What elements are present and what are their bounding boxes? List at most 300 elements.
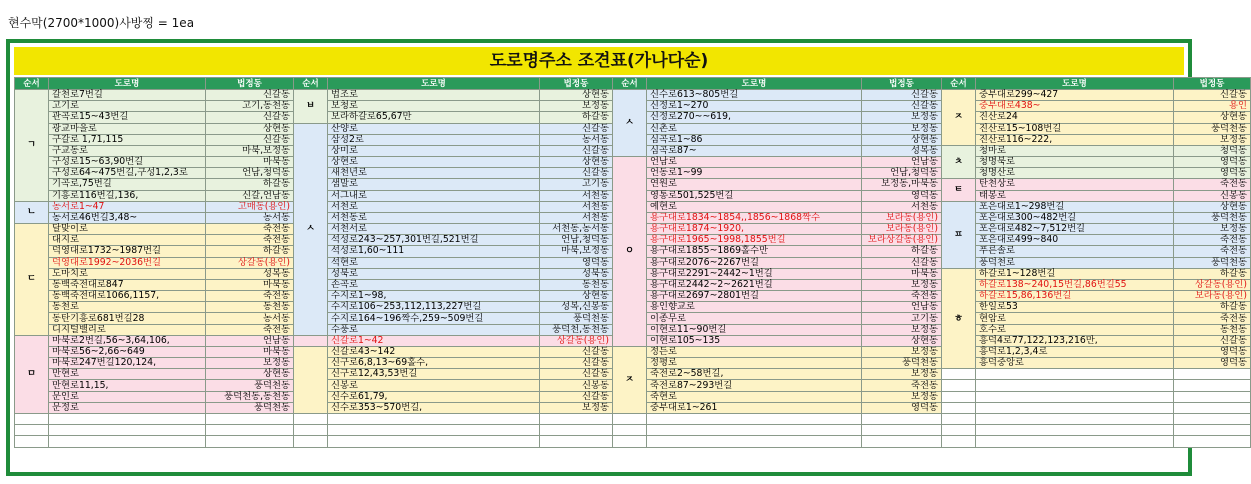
road-name: 마북로247번길120,124, — [49, 358, 206, 369]
initial-consonant: ㄷ — [15, 224, 49, 336]
road-name: 석성로1,60~111 — [328, 246, 540, 257]
road-name: 서천동로 — [328, 212, 540, 223]
road-name: 삼성2로 — [328, 134, 540, 145]
road-name: 신갈로1~42 — [328, 335, 540, 346]
empty-cell — [976, 391, 1174, 402]
legal-dong: 보정동 — [206, 358, 294, 369]
road-name: 석성로243~257,301번길,521번길 — [328, 235, 540, 246]
road-name: 용구대로2442~2~2621번길 — [647, 279, 862, 290]
road-name: 동탄기흥로681번길28 — [49, 313, 206, 324]
header-dong: 법정동 — [206, 78, 294, 90]
legal-dong: 보정동 — [862, 369, 942, 380]
legal-dong: 보정동 — [862, 324, 942, 335]
address-table — [14, 77, 1251, 448]
legal-dong: 신갈동 — [206, 134, 294, 145]
empty-cell — [15, 436, 49, 447]
header-order: 순서 — [942, 78, 976, 90]
road-name: 심곡로87~ — [647, 145, 862, 156]
legal-dong: 죽전동 — [206, 235, 294, 246]
legal-dong: 풍덕천동 — [540, 313, 613, 324]
road-name: 흥덕4로77,122,123,216만, — [976, 335, 1174, 346]
legal-dong: 죽전동 — [1174, 313, 1251, 324]
empty-cell — [1174, 402, 1251, 413]
road-name: 흥덕중앙로 — [976, 358, 1174, 369]
road-name: 푸른솔로 — [976, 246, 1174, 257]
table-row — [15, 90, 1251, 101]
initial-consonant: ㅈ — [942, 90, 976, 146]
initial-consonant: ㅍ — [942, 201, 976, 268]
road-name: 상현로 — [328, 157, 540, 168]
legal-dong: 풍덕천동 — [862, 358, 942, 369]
road-name: 하갈로138~240,15번길,86번길55 — [976, 279, 1174, 290]
road-name: 용구대로1965~1998,1855번길 — [647, 235, 862, 246]
empty-cell — [613, 436, 647, 447]
legal-dong: 언남동 — [206, 335, 294, 346]
legal-dong: 하갈동 — [862, 246, 942, 257]
initial-consonant: ㅇ — [613, 157, 647, 347]
road-name: 만현로 — [49, 369, 206, 380]
empty-cell — [328, 413, 540, 424]
road-name: 법조로 — [328, 90, 540, 101]
road-name: 한일로53 — [976, 302, 1174, 313]
road-name: 언남로 — [647, 157, 862, 168]
empty-cell — [206, 413, 294, 424]
empty-cell — [976, 380, 1174, 391]
empty-cell — [1174, 380, 1251, 391]
empty-cell — [942, 425, 976, 436]
legal-dong: 신봉동 — [540, 380, 613, 391]
road-name: 디지털밸리로 — [49, 324, 206, 335]
road-name: 신정로270~~619, — [647, 112, 862, 123]
legal-dong: 영덕동 — [862, 190, 942, 201]
empty-cell — [862, 436, 942, 447]
legal-dong: 보정동 — [540, 101, 613, 112]
legal-dong: 동천동 — [1174, 324, 1251, 335]
empty-cell — [294, 436, 328, 447]
table-row — [15, 157, 1251, 168]
road-name: 진산로116~222, — [976, 134, 1174, 145]
road-name: 구성로64~475번길,구성1,2,3로 — [49, 168, 206, 179]
header-order: 순서 — [613, 78, 647, 90]
legal-dong: 영덕동 — [1174, 358, 1251, 369]
initial-consonant: ㄱ — [15, 90, 49, 202]
road-name: 덕영대로1992~2036번길 — [49, 257, 206, 268]
road-name: 하갈로1~128번길 — [976, 268, 1174, 279]
legal-dong: 하갈동 — [206, 246, 294, 257]
empty-cell — [976, 413, 1174, 424]
legal-dong: 죽전동 — [206, 224, 294, 235]
legal-dong: 신갈동 — [540, 391, 613, 402]
legal-dong: 하갈동 — [1174, 268, 1251, 279]
legal-dong: 청덕동 — [1174, 145, 1251, 156]
road-name: 현암로 — [976, 313, 1174, 324]
road-name: 연원로 — [647, 179, 862, 190]
road-name: 광교마을로 — [49, 123, 206, 134]
road-name: 산양로 — [328, 123, 540, 134]
empty-cell — [1174, 413, 1251, 424]
initial-consonant: ㅅ — [294, 123, 328, 335]
legal-dong: 하갈동 — [540, 112, 613, 123]
road-name: 용인향교로 — [647, 302, 862, 313]
road-name: 도마치로 — [49, 268, 206, 279]
legal-dong: 용인 — [1174, 101, 1251, 112]
legal-dong: 신갈,언남동 — [206, 190, 294, 201]
empty-cell — [1174, 425, 1251, 436]
legal-dong: 언남,청덕동 — [206, 168, 294, 179]
road-name: 흥덕로1,2,3,4로 — [976, 346, 1174, 357]
legal-dong: 하갈동 — [1174, 302, 1251, 313]
legal-dong: 풍덕천동 — [1174, 212, 1251, 223]
road-name: 만현로11,15, — [49, 380, 206, 391]
road-name: 하갈로15,86,136번길 — [976, 291, 1174, 302]
legal-dong: 보정동 — [862, 123, 942, 134]
road-name: 중부대로438~ — [976, 101, 1174, 112]
road-name: 포은대로300~482번길 — [976, 212, 1174, 223]
legal-dong: 풍덕천,동천동 — [540, 324, 613, 335]
empty-cell — [942, 436, 976, 447]
legal-dong: 풍덕천동 — [206, 402, 294, 413]
road-name: 이종무로 — [647, 313, 862, 324]
road-name: 구성로15~63,90번길 — [49, 157, 206, 168]
legal-dong: 보정동 — [862, 346, 942, 357]
road-name: 청명북로 — [976, 157, 1174, 168]
road-name: 덕영대로1732~1987번길 — [49, 246, 206, 257]
legal-dong: 보정동 — [862, 112, 942, 123]
legal-dong: 신갈동 — [540, 358, 613, 369]
empty-cell — [976, 425, 1174, 436]
road-name: 수지로106~253,112,113,227번길 — [328, 302, 540, 313]
initial-consonant: ㅁ — [15, 335, 49, 413]
road-name: 포은대로482~7,512번길 — [976, 224, 1174, 235]
empty-cell — [1174, 369, 1251, 380]
empty-cell — [206, 436, 294, 447]
road-name: 서그내로 — [328, 190, 540, 201]
empty-cell — [647, 413, 862, 424]
legal-dong: 신갈동 — [862, 257, 942, 268]
legal-dong: 풍덕천동 — [206, 380, 294, 391]
legal-dong: 풍덕천동 — [1174, 123, 1251, 134]
empty-cell — [976, 369, 1174, 380]
legal-dong: 서천동 — [862, 201, 942, 212]
legal-dong: 언남동 — [862, 157, 942, 168]
empty-cell — [540, 425, 613, 436]
road-name: 고기로 — [49, 101, 206, 112]
legal-dong: 농서동 — [206, 212, 294, 223]
road-name: 이현로105~135 — [647, 335, 862, 346]
legal-dong: 마북,보정동 — [206, 145, 294, 156]
legal-dong: 성북동 — [540, 268, 613, 279]
header-order: 순서 — [294, 78, 328, 90]
legal-dong: 죽전동 — [206, 291, 294, 302]
header-road: 도로명 — [49, 78, 206, 90]
empty-cell — [49, 413, 206, 424]
empty-cell — [540, 413, 613, 424]
empty-cell — [49, 436, 206, 447]
road-name: 탄천상로 — [976, 179, 1174, 190]
legal-dong: 영덕동 — [862, 402, 942, 413]
initial-consonant: ㅂ — [294, 90, 328, 124]
address-board — [6, 39, 1247, 476]
legal-dong: 보라상갈동(용인) — [862, 235, 942, 246]
legal-dong: 보정동,마북동 — [862, 179, 942, 190]
header-road: 도로명 — [647, 78, 862, 90]
road-name: 기흥로116번길,136, — [49, 190, 206, 201]
road-name: 영통로501,525번길 — [647, 190, 862, 201]
road-name: 언동로1~99 — [647, 168, 862, 179]
legal-dong: 서천동 — [540, 190, 613, 201]
header-dong: 법정동 — [540, 78, 613, 90]
legal-dong: 신갈동 — [206, 112, 294, 123]
empty-cell — [942, 391, 976, 402]
empty-cell — [942, 380, 976, 391]
legal-dong: 죽전동 — [206, 324, 294, 335]
legal-dong: 상현동 — [206, 123, 294, 134]
legal-dong: 상현동 — [1174, 201, 1251, 212]
legal-dong: 신갈동 — [862, 90, 942, 101]
road-name: 신수로613~805번길 — [647, 90, 862, 101]
road-name: 신갈로43~142 — [328, 346, 540, 357]
road-name: 샘말로 — [328, 179, 540, 190]
empty-cell — [862, 425, 942, 436]
road-name: 용구대로2697~2801번길 — [647, 291, 862, 302]
header-road: 도로명 — [976, 78, 1174, 90]
legal-dong: 고기동 — [862, 313, 942, 324]
road-name: 예현로 — [647, 201, 862, 212]
legal-dong: 신갈동 — [540, 346, 613, 357]
legal-dong: 죽전동 — [862, 291, 942, 302]
legal-dong: 상현동 — [540, 90, 613, 101]
legal-dong: 하갈동 — [206, 179, 294, 190]
road-name: 마북로56~2,66~649 — [49, 346, 206, 357]
legal-dong: 서천동,농서동 — [540, 224, 613, 235]
road-name: 죽현로 — [647, 391, 862, 402]
empty-cell — [540, 436, 613, 447]
legal-dong: 농서동 — [206, 313, 294, 324]
road-name: 동천로 — [49, 302, 206, 313]
legal-dong: 영덕동 — [1174, 168, 1251, 179]
road-name: 보라하갈로65,67만 — [328, 112, 540, 123]
road-name: 갈천로7번길 — [49, 90, 206, 101]
legal-dong: 신봉동 — [1174, 190, 1251, 201]
legal-dong: 마북,보정동 — [540, 246, 613, 257]
table-row — [15, 436, 1251, 447]
legal-dong: 신갈동 — [862, 101, 942, 112]
initial-consonant — [294, 335, 328, 346]
road-name: 진산로15~108번길 — [976, 123, 1174, 134]
road-name: 죽전로2~58번길, — [647, 369, 862, 380]
road-name: 새천년로 — [328, 168, 540, 179]
empty-cell — [647, 425, 862, 436]
legal-dong: 서천동 — [540, 212, 613, 223]
legal-dong: 상현동 — [206, 369, 294, 380]
initial-consonant: ㄴ — [15, 201, 49, 223]
road-name: 석현로 — [328, 257, 540, 268]
road-name: 신수로61,79, — [328, 391, 540, 402]
road-name: 수풍로 — [328, 324, 540, 335]
legal-dong: 서천동 — [540, 201, 613, 212]
table-row — [15, 346, 1251, 357]
legal-dong: 보정동 — [540, 402, 613, 413]
legal-dong: 언남,청덕동 — [540, 235, 613, 246]
road-name: 보청로 — [328, 101, 540, 112]
legal-dong: 죽전동 — [1174, 179, 1251, 190]
road-name: 성북로 — [328, 268, 540, 279]
road-name: 용구대로2291~2442~1번길 — [647, 268, 862, 279]
road-name: 신수로353~570번길, — [328, 402, 540, 413]
legal-dong: 마북동 — [206, 279, 294, 290]
road-name: 죽전로87~293번길 — [647, 380, 862, 391]
legal-dong: 죽전동 — [1174, 235, 1251, 246]
initial-consonant — [294, 346, 328, 413]
header-dong: 법정동 — [1174, 78, 1251, 90]
empty-cell — [942, 413, 976, 424]
road-name: 신구로6,8,13~69홀수, — [328, 358, 540, 369]
road-name: 청마로 — [976, 145, 1174, 156]
empty-cell — [1174, 436, 1251, 447]
legal-dong: 마북동 — [206, 157, 294, 168]
empty-cell — [294, 425, 328, 436]
road-name: 대지로 — [49, 235, 206, 246]
road-name: 용구대로1874~1920, — [647, 224, 862, 235]
road-name: 문정로 — [49, 402, 206, 413]
legal-dong: 마북동 — [862, 268, 942, 279]
empty-cell — [976, 436, 1174, 447]
road-name: 신정로1~270 — [647, 101, 862, 112]
initial-consonant: ㅈ — [613, 346, 647, 413]
legal-dong: 영덕동 — [1174, 346, 1251, 357]
road-name: 진산로24 — [976, 112, 1174, 123]
legal-dong: 신갈동 — [1174, 90, 1251, 101]
header-row — [15, 78, 1251, 90]
road-name: 정든로 — [647, 346, 862, 357]
header-order: 순서 — [15, 78, 49, 90]
legal-dong: 신갈동 — [540, 369, 613, 380]
empty-cell — [15, 425, 49, 436]
road-name: 포은대로1~298번길 — [976, 201, 1174, 212]
road-name: 문인로 — [49, 391, 206, 402]
road-name: 태봉로 — [976, 190, 1174, 201]
legal-dong: 보라동(용인) — [862, 212, 942, 223]
initial-consonant: ㅅ — [613, 90, 647, 157]
legal-dong: 상현동 — [862, 335, 942, 346]
legal-dong: 상현동 — [862, 134, 942, 145]
header-road: 도로명 — [328, 78, 540, 90]
road-name: 용구대로2076~2267번길 — [647, 257, 862, 268]
road-name: 포은대로499~840 — [976, 235, 1174, 246]
road-name: 청명산로 — [976, 168, 1174, 179]
road-name: 이현로11~90번길 — [647, 324, 862, 335]
legal-dong: 상갈동(용인) — [1174, 279, 1251, 290]
legal-dong: 풍덕천동,동천동 — [206, 391, 294, 402]
board-title: 도로명주소 조견표(가나다순) — [14, 47, 1184, 75]
empty-cell — [647, 436, 862, 447]
initial-consonant: ㅊ — [942, 145, 976, 179]
legal-dong: 상현동 — [540, 157, 613, 168]
legal-dong: 성복동 — [862, 145, 942, 156]
empty-cell — [294, 413, 328, 424]
legal-dong: 신갈동 — [1174, 335, 1251, 346]
empty-cell — [976, 402, 1174, 413]
legal-dong: 고기,동천동 — [206, 101, 294, 112]
legal-dong: 보정동 — [862, 279, 942, 290]
empty-cell — [1174, 391, 1251, 402]
road-name: 농서로46번길3,48~ — [49, 212, 206, 223]
empty-cell — [942, 369, 976, 380]
table-row — [15, 425, 1251, 436]
legal-dong: 상갈동(용인) — [206, 257, 294, 268]
initial-consonant: ㅎ — [942, 268, 976, 369]
empty-cell — [206, 425, 294, 436]
legal-dong: 언남,청덕동 — [862, 168, 942, 179]
empty-cell — [49, 425, 206, 436]
legal-dong: 신갈동 — [540, 168, 613, 179]
legal-dong: 죽전동 — [1174, 246, 1251, 257]
legal-dong: 신갈동 — [540, 123, 613, 134]
road-name: 신촌로 — [647, 123, 862, 134]
legal-dong: 동천동 — [540, 279, 613, 290]
road-name: 신봉로 — [328, 380, 540, 391]
road-name: 달맞이로 — [49, 224, 206, 235]
legal-dong: 언남동 — [862, 302, 942, 313]
legal-dong: 상현동 — [1174, 112, 1251, 123]
legal-dong: 신갈동 — [206, 90, 294, 101]
road-name: 동백죽전대로847 — [49, 279, 206, 290]
road-name: 심곡로1~86 — [647, 134, 862, 145]
empty-cell — [328, 425, 540, 436]
legal-dong: 보라동(용인) — [862, 224, 942, 235]
road-name: 구교동로 — [49, 145, 206, 156]
road-name: 신구로12,43,53번길 — [328, 369, 540, 380]
legal-dong: 상현동 — [540, 291, 613, 302]
legal-dong: 상갈동(용인) — [540, 335, 613, 346]
legal-dong: 농서동 — [540, 134, 613, 145]
initial-consonant: ㅌ — [942, 179, 976, 201]
road-name: 호수로 — [976, 324, 1174, 335]
road-name: 상미로 — [328, 145, 540, 156]
legal-dong: 고기동 — [540, 179, 613, 190]
empty-cell — [613, 413, 647, 424]
road-name: 중부대로1~261 — [647, 402, 862, 413]
legal-dong: 성복동 — [206, 268, 294, 279]
empty-cell — [942, 402, 976, 413]
road-name: 서천로 — [328, 201, 540, 212]
legal-dong: 고매동(용인) — [206, 201, 294, 212]
caption: 현수막(2700*1000)사방찡 = 1ea — [8, 16, 195, 30]
road-name: 용구대로1855~1869홀수만 — [647, 246, 862, 257]
legal-dong: 보정동 — [862, 391, 942, 402]
road-name: 손곡로 — [328, 279, 540, 290]
road-name: 동백죽전대로1066,1157, — [49, 291, 206, 302]
legal-dong: 죽전동 — [862, 380, 942, 391]
road-name: 관곡로15~43번길 — [49, 112, 206, 123]
road-name: 정평로 — [647, 358, 862, 369]
road-name: 풍덕천로 — [976, 257, 1174, 268]
road-name: 농서로1~47 — [49, 201, 206, 212]
legal-dong: 신갈동 — [540, 145, 613, 156]
legal-dong: 마북동 — [206, 346, 294, 357]
legal-dong: 동천동 — [206, 302, 294, 313]
road-name: 중부대로299~427 — [976, 90, 1174, 101]
legal-dong: 성복,신봉동 — [540, 302, 613, 313]
road-name: 기곡로,75번길 — [49, 179, 206, 190]
empty-cell — [328, 436, 540, 447]
legal-dong: 영덕동 — [1174, 157, 1251, 168]
road-name: 구갈로 1,71,115 — [49, 134, 206, 145]
header-dong: 법정동 — [862, 78, 942, 90]
legal-dong: 보정동 — [1174, 134, 1251, 145]
legal-dong: 보정동 — [1174, 224, 1251, 235]
table-row — [15, 413, 1251, 424]
